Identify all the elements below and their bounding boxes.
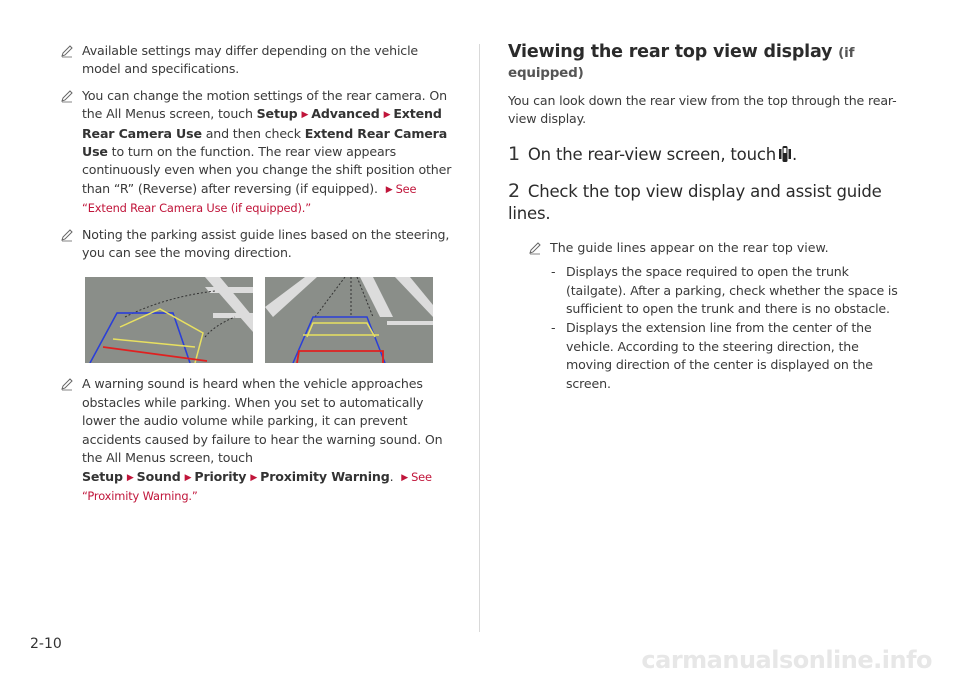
page-number: 2-10: [30, 636, 62, 652]
step-text: Check the top view display and assist guide lines.: [508, 181, 882, 223]
top-view-camera-icon[interactable]: [778, 145, 792, 163]
note-text: A warning sound is heard when the vehicle approaches obstacles while parking. When you set to automatically lower the audio volume while parking, it can prevent accidents caused by failure to hear the warning sound. On the All Menus screen, touch: [82, 376, 443, 466]
note-text: You can change the motion settings of the rear camera. On the All Menus screen, touch: [82, 87, 447, 122]
watermark: carmanualsonline.info: [641, 646, 932, 674]
note-text: Available settings may differ depending on the vehicle model and specifications.: [82, 43, 419, 77]
note-text: The guide lines appear on the rear top view.: [550, 239, 829, 255]
triangle-arrow-icon: ▶: [250, 472, 258, 483]
menu-advanced: Advanced: [311, 106, 380, 122]
rear-top-view-image: [265, 277, 433, 363]
guide-lines-note: [508, 239, 908, 257]
note-rear-camera-motion: You can change the motion settings of the rear camera. On the All Menus screen, touch Setup ▶ Advanced ▶ Extend Rear Camera Use and then check Extend Rear Camera Use to turn on the function. The rear view appears continuously even when you change the shift position other than “R” (Reverse) after reversing (if equipped). ▶ See “Extend Rear Camera Use (if equipped).”: [60, 87, 452, 218]
left-column: [60, 42, 452, 513]
if-equipped-label: (if equipped): [508, 45, 855, 81]
menu-setup: Setup: [256, 106, 298, 122]
step-2: [508, 180, 908, 225]
column-divider: [479, 44, 480, 632]
triangle-arrow-icon: ▶: [301, 110, 309, 121]
step-number: 2: [508, 179, 520, 202]
note-pen-icon: [60, 44, 74, 58]
camera-view-images: [85, 277, 452, 363]
menu-setup: Setup: [82, 468, 123, 484]
see-reference-link[interactable]: See “Proximity Warning.”: [82, 469, 432, 503]
menu-extend-rear-camera-use: Extend Rear Camera Use: [82, 106, 442, 141]
menu-priority: Priority: [194, 468, 247, 484]
dash-text: Displays the extension line from the center of the vehicle. According to the steering direction, the moving direction of the center is displayed on the screen.: [566, 320, 873, 391]
triangle-arrow-icon: ▶: [126, 472, 134, 483]
triangle-arrow-icon: ▶: [383, 110, 391, 121]
note-text: Noting the parking assist guide lines based on the steering, you can see the moving direction.: [82, 226, 450, 261]
menu-proximity-warning: Proximity Warning: [260, 468, 390, 484]
dash-text: Displays the space required to open the trunk (tailgate). After a parking, check whether the space is sufficient to open the trunk and there is no obstacle.: [566, 264, 898, 317]
dash-bullet: -: [551, 264, 556, 280]
triangle-arrow-icon: ▶: [385, 184, 393, 195]
dash-item-center-line: [508, 319, 908, 393]
note-available-settings: [60, 42, 452, 79]
triangle-arrow-icon: ▶: [184, 472, 192, 483]
note-pen-icon: [60, 228, 74, 242]
section-heading: Viewing the rear top view display (if equipped): [508, 42, 855, 81]
right-column: [508, 42, 908, 394]
step-text: On the rear-view screen, touch: [527, 144, 776, 164]
note-guide-lines: [60, 226, 452, 263]
option-extend-rear-camera-use: Extend Rear Camera Use: [82, 125, 448, 160]
note-pen-icon: [60, 89, 74, 103]
see-reference-link[interactable]: See “Extend Rear Camera Use (if equipped).”: [82, 181, 417, 216]
dash-bullet: -: [551, 320, 556, 336]
step-1: 1 On the rear-view screen, touch .: [508, 142, 798, 165]
menu-sound: Sound: [136, 468, 181, 484]
dash-item-trunk-space: [508, 263, 908, 318]
step-number: 1: [508, 142, 520, 165]
rear-camera-view-image: [85, 277, 253, 363]
note-pen-icon: [60, 377, 74, 391]
note-pen-icon: [528, 241, 542, 255]
triangle-arrow-icon: ▶: [401, 472, 409, 483]
note-proximity-warning: A warning sound is heard when the vehicle approaches obstacles while parking. When you set to automatically lower the audio volume while parking, it can prevent accidents caused by failure to hear the warning sound. On the All Menus screen, touch Setup ▶ Sound ▶ Priority ▶ Proximity Warning. ▶ See “Proximity Warning.”: [60, 375, 452, 505]
intro-paragraph: You can look down the rear view from the top through the rear-view display.: [508, 93, 897, 127]
